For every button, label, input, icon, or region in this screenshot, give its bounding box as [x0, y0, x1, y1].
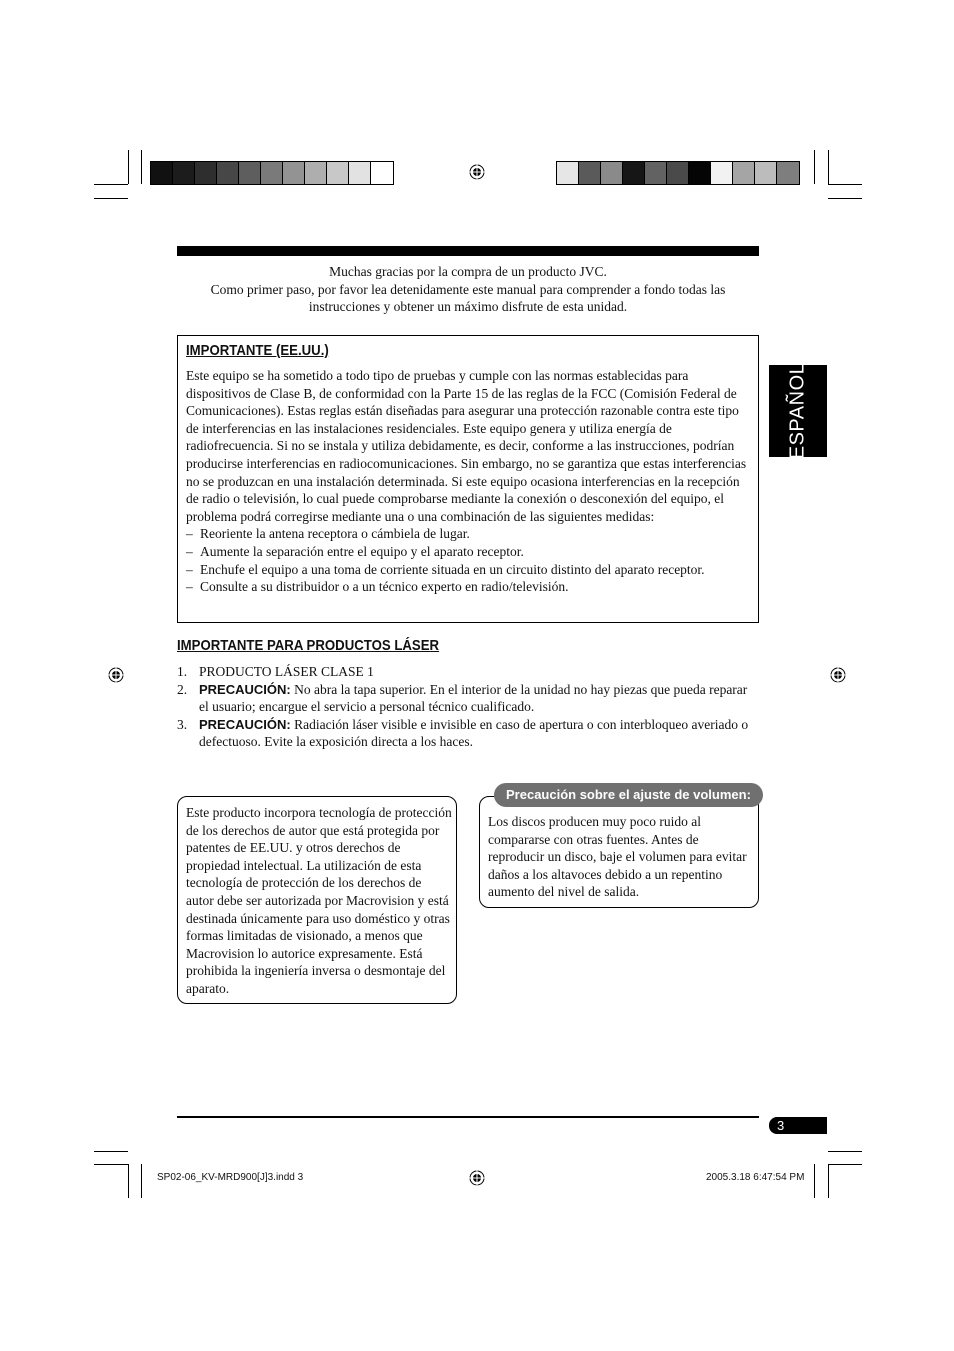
crop-mark: [128, 150, 129, 184]
page-number-tab: [769, 1117, 827, 1134]
language-tab: [769, 362, 827, 460]
color-swatch: [733, 162, 755, 184]
color-swatch: [601, 162, 623, 184]
color-bar-right: [556, 161, 800, 185]
laser-list: [177, 663, 759, 751]
intro-text: [177, 263, 759, 316]
intro-line: instrucciones y obtener un máximo disfrute de esta unidad.: [308, 299, 628, 314]
page-number: 3: [777, 1118, 785, 1133]
important-us-heading: IMPORTANTE (EE.UU.): [186, 342, 329, 359]
registration-target-icon: [469, 1170, 485, 1186]
color-swatch: [217, 162, 239, 184]
measure-item: – Consulte a su distribuidor o a un técnico experto en radio/televisión.: [186, 579, 569, 595]
color-swatch: [777, 162, 799, 184]
color-swatch: [371, 162, 393, 184]
language-tab-label: ESPAÑOL: [786, 362, 809, 460]
top-rule: [177, 246, 759, 256]
color-swatch: [579, 162, 601, 184]
precaution-label: PRECAUCIÓN:: [199, 716, 291, 732]
crop-mark: [828, 184, 862, 185]
volume-caution-text: Los discos producen muy poco ruido al compararse con otras fuentes. Antes de reproducir un disco, baje el volumen para evitar daños a los altavoces debido a un repentino aumento del nivel de salida.: [488, 814, 747, 900]
color-swatch: [557, 162, 579, 184]
crop-mark: [141, 1164, 142, 1198]
laser-item: 1. PRODUCTO LÁSER CLASE 1: [177, 664, 374, 679]
crop-mark: [828, 198, 862, 199]
macrovision-text: Este producto incorpora tecnología de protección de los derechos de autor que está protegida por patentes de EE.UU. y otros derechos de propiedad intelectual. La utilización de esta tecnología de protección de los derechos de autor debe ser autorizada por Macrovision y está destinada únicamente para uso doméstico y otras formas limitadas de visionado, a menos que Macrovision lo autorice expresamente. Está prohibida la ingeniería inversa o desmontaje del aparato.: [186, 805, 452, 996]
color-swatch: [283, 162, 305, 184]
crop-mark: [828, 1151, 862, 1152]
color-swatch: [151, 162, 173, 184]
color-swatch: [195, 162, 217, 184]
footer-file: SP02-06_KV-MRD900[J]3.indd 3: [157, 1172, 304, 1183]
crop-mark: [814, 1164, 815, 1198]
registration-target-icon: [469, 164, 485, 180]
crop-mark: [128, 1164, 129, 1198]
color-swatch: [239, 162, 261, 184]
crop-mark: [141, 150, 142, 184]
color-swatch: [689, 162, 711, 184]
laser-item: 2. PRECAUCIÓN: No abra la tapa superior. En el interior de la unidad no hay piezas que pueda reparar el usuario; encargue el servicio a personal técnico cualificado.: [177, 681, 748, 715]
laser-heading: IMPORTANTE PARA PRODUCTOS LÁSER: [177, 637, 440, 654]
volume-caution-title: Precaución sobre el ajuste de volumen:: [494, 783, 763, 807]
registration-target-icon: [830, 667, 846, 683]
measure-item: – Aumente la separación entre el equipo y el aparato receptor.: [186, 543, 524, 559]
color-swatch: [261, 162, 283, 184]
intro-line: Como primer paso, por favor lea detenidamente este manual para comprender a fondo todas las: [210, 281, 726, 297]
bottom-rule: [177, 1116, 759, 1118]
footer-timestamp: 2005.3.18 6:47:54 PM: [706, 1172, 805, 1183]
crop-mark: [94, 184, 128, 185]
volume-caution-box: [479, 787, 759, 908]
color-swatch: [173, 162, 195, 184]
precaution-label: PRECAUCIÓN:: [199, 681, 291, 697]
measure-item: – Enchufe el equipo a una toma de corriente situada en un circuito distinto del aparato receptor.: [186, 561, 705, 577]
crop-mark: [828, 1164, 862, 1165]
important-us-paragraph: Este equipo se ha sometido a todo tipo de pruebas y cumple con las normas establecidas para dispositivos de Clase B, de conformidad con la Parte 15 de las reglas de la FCC (Comisión Federal de Comunicaciones). Estas reglas están diseñadas para asegurar una protección razonable contra este tipo de interferencias en las instalaciones residenciales. Este equipo genera y utiliza energía de radiofrecuencia. Si no se instala y utiliza debidamente, es decir, conforme a las instrucciones, podrían producirse interferencias en radiocomunicaciones. Sin embargo, no se garantiza que estas interferencias no se produzcan en una instalación determinada. Si este equipo ocasiona interferencias en la recepción de radio o televisión, lo cual puede comprobarse mediante la conexión o desconexión del equipo, el problema podrá corregirse mediante una o una combinación de las siguientes medidas:: [186, 368, 747, 524]
crop-mark: [94, 198, 128, 199]
intro-line: Muchas gracias por la compra de un producto JVC.: [329, 264, 607, 279]
crop-mark: [828, 1164, 829, 1198]
color-swatch: [645, 162, 667, 184]
color-swatch: [327, 162, 349, 184]
crop-mark: [94, 1164, 128, 1165]
crop-mark: [94, 1151, 128, 1152]
color-swatch: [305, 162, 327, 184]
crop-mark: [814, 150, 815, 184]
color-bar-left: [150, 161, 394, 185]
crop-mark: [828, 150, 829, 184]
color-swatch: [349, 162, 371, 184]
color-swatch: [711, 162, 733, 184]
color-swatch: [755, 162, 777, 184]
measure-item: – Reoriente la antena receptora o cámbiela de lugar.: [186, 526, 470, 542]
color-swatch: [623, 162, 645, 184]
laser-item: 3. PRECAUCIÓN: Radiación láser visible e invisible en caso de apertura o con interbloqueo averiado o defectuoso. Evite la exposición directa a los haces.: [177, 716, 749, 750]
color-swatch: [667, 162, 689, 184]
registration-target-icon: [108, 667, 124, 683]
important-us-box: [177, 335, 759, 623]
macrovision-box: [177, 796, 457, 1004]
